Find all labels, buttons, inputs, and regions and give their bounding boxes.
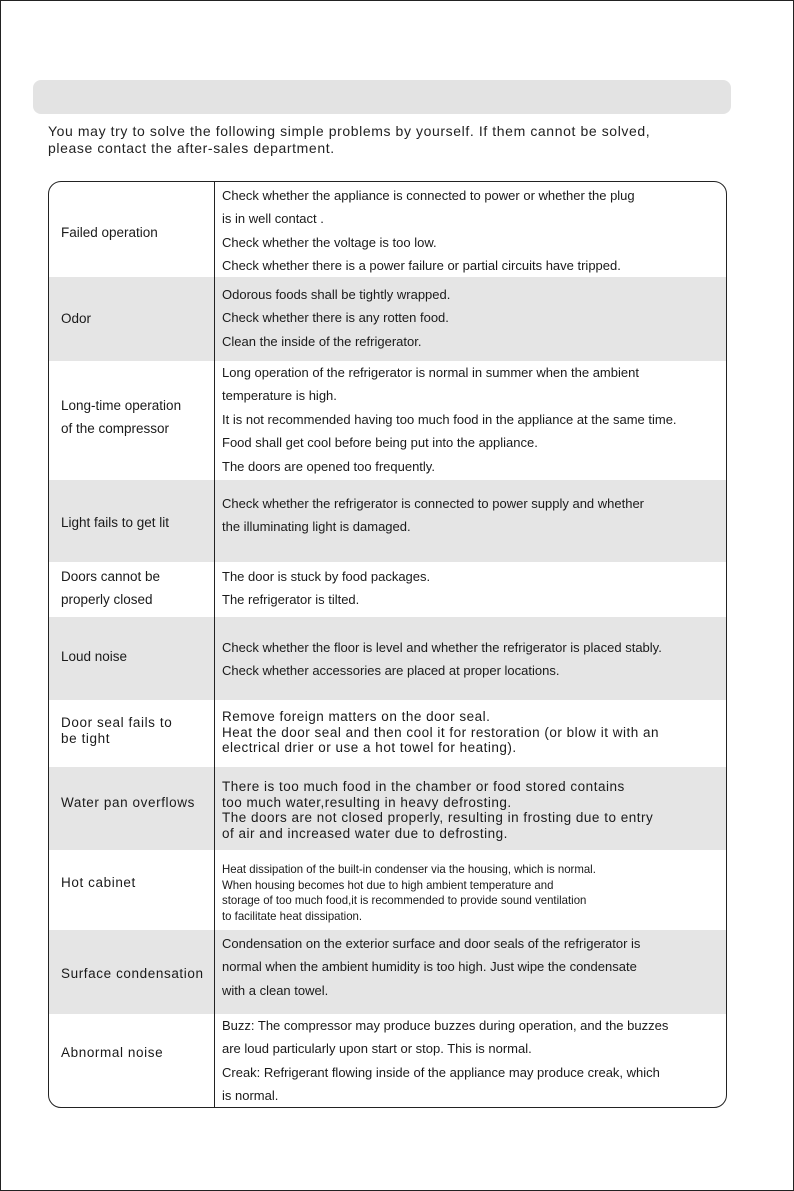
solution-line: Food shall get cool before being put into the appliance. <box>222 435 538 451</box>
solution-line: Heat the door seal and then cool it for restoration (or blow it with an <box>222 724 659 740</box>
solution-line: Check whether there is a power failure or partial circuits have tripped. <box>222 258 621 274</box>
solution-line: Heat dissipation of the built-in condenser via the housing, which is normal. <box>222 862 596 876</box>
solution-cell <box>222 283 722 353</box>
solution-line: temperature is high. <box>222 388 337 404</box>
problem-text: Failed operation <box>61 225 158 240</box>
problem-cell <box>61 715 211 746</box>
solution-line: normal when the ambient humidity is too high. Just wipe the condensate <box>222 959 637 975</box>
solution-cell <box>222 565 722 612</box>
column-divider <box>214 182 215 1107</box>
solution-line: of air and increased water due to defrosting. <box>222 825 508 841</box>
solution-line: There is too much food in the chamber or food stored contains <box>222 779 625 794</box>
problem-text: of the compressor <box>61 421 170 437</box>
problem-cell <box>61 511 211 534</box>
solution-line: Buzz: The compressor may produce buzzes during operation, and the buzzes <box>222 1018 669 1033</box>
solution-cell <box>222 1014 722 1108</box>
table-row <box>49 277 726 361</box>
problem-cell <box>61 875 211 891</box>
table-row <box>49 1014 726 1108</box>
problem-cell <box>61 1045 211 1061</box>
solution-line: electrical drier or use a hot towel for heating). <box>222 740 517 756</box>
table-row <box>49 930 726 1014</box>
solution-cell <box>222 636 722 683</box>
solution-line: The doors are opened too frequently. <box>222 458 435 474</box>
solution-line: Clean the inside of the refrigerator. <box>222 333 422 349</box>
intro-line-1: You may try to solve the following simple problems by yourself. If them cannot be solved, <box>48 123 651 139</box>
intro-text <box>48 123 738 157</box>
problem-text: Light fails to get lit <box>61 515 170 530</box>
solution-line: storage of too much food,it is recommended to provide sound ventilation <box>222 893 587 907</box>
section-header-bar <box>33 80 731 114</box>
solution-line: The doors are not closed properly, resulting in frosting due to entry <box>222 810 654 826</box>
solution-line: The refrigerator is tilted. <box>222 592 360 608</box>
problem-cell <box>61 565 211 612</box>
solution-cell <box>222 492 722 539</box>
solution-cell <box>222 184 722 278</box>
problem-text: Door seal fails to <box>61 715 173 730</box>
problem-text: Surface condensation <box>61 966 204 981</box>
solution-line: Long operation of the refrigerator is normal in summer when the ambient <box>222 365 639 380</box>
problem-cell <box>61 795 211 811</box>
solution-line: the illuminating light is damaged. <box>222 519 411 535</box>
table-row <box>49 617 726 700</box>
problem-text: Loud noise <box>61 649 128 664</box>
solution-line: Check whether the floor is level and whether the refrigerator is placed stably. <box>222 640 662 655</box>
solution-line: Creak: Refrigerant flowing inside of the appliance may produce creak, which <box>222 1064 660 1080</box>
solution-line: with a clean towel. <box>222 982 329 998</box>
problem-text: Long-time operation <box>61 398 182 413</box>
solution-line: Odorous foods shall be tightly wrapped. <box>222 287 451 302</box>
table-row <box>49 562 726 617</box>
solution-line: is in well contact . <box>222 211 324 227</box>
solution-cell <box>222 862 697 924</box>
solution-line: Check whether accessories are placed at proper locations. <box>222 663 560 679</box>
problem-text: Odor <box>61 311 92 326</box>
solution-line: too much water,resulting in heavy defrosting. <box>222 794 512 810</box>
solution-line: to facilitate heat dissipation. <box>222 908 363 923</box>
solution-cell <box>222 709 722 756</box>
solution-line: When housing becomes hot due to high ambient temperature and <box>222 877 554 892</box>
table-row <box>49 480 726 562</box>
table-row <box>49 361 726 480</box>
table-row <box>49 700 726 767</box>
table-row <box>49 182 726 277</box>
problem-text: be tight <box>61 730 111 746</box>
solution-line: It is not recommended having too much food in the appliance at the same time. <box>222 411 677 427</box>
problem-cell <box>61 221 211 244</box>
problem-text: Hot cabinet <box>61 875 136 890</box>
problem-text: Abnormal noise <box>61 1045 164 1060</box>
problem-cell <box>61 645 211 668</box>
solution-line: Check whether the refrigerator is connected to power supply and whether <box>222 496 645 511</box>
table-row <box>49 850 726 930</box>
table-row <box>49 767 726 850</box>
solution-line: are loud particularly upon start or stop. This is normal. <box>222 1041 532 1057</box>
intro-line-2: please contact the after-sales department. <box>48 140 335 156</box>
solution-line: Remove foreign matters on the door seal. <box>222 709 491 724</box>
problem-cell <box>61 966 221 982</box>
solution-line: Check whether the appliance is connected to power or whether the plug <box>222 188 635 203</box>
solution-cell <box>222 779 722 841</box>
solution-line: is normal. <box>222 1088 279 1104</box>
solution-line: Check whether there is any rotten food. <box>222 310 449 326</box>
solution-line: Condensation on the exterior surface and door seals of the refrigerator is <box>222 936 641 951</box>
troubleshooting-table <box>48 181 727 1108</box>
problem-text: Doors cannot be <box>61 569 161 584</box>
problem-cell <box>61 307 211 330</box>
problem-cell <box>61 394 211 441</box>
solution-line: Check whether the voltage is too low. <box>222 234 437 250</box>
problem-text: properly closed <box>61 592 153 608</box>
problem-text: Water pan overflows <box>61 795 195 810</box>
solution-cell <box>222 361 722 478</box>
solution-line: The door is stuck by food packages. <box>222 569 431 584</box>
solution-cell <box>222 932 722 1002</box>
